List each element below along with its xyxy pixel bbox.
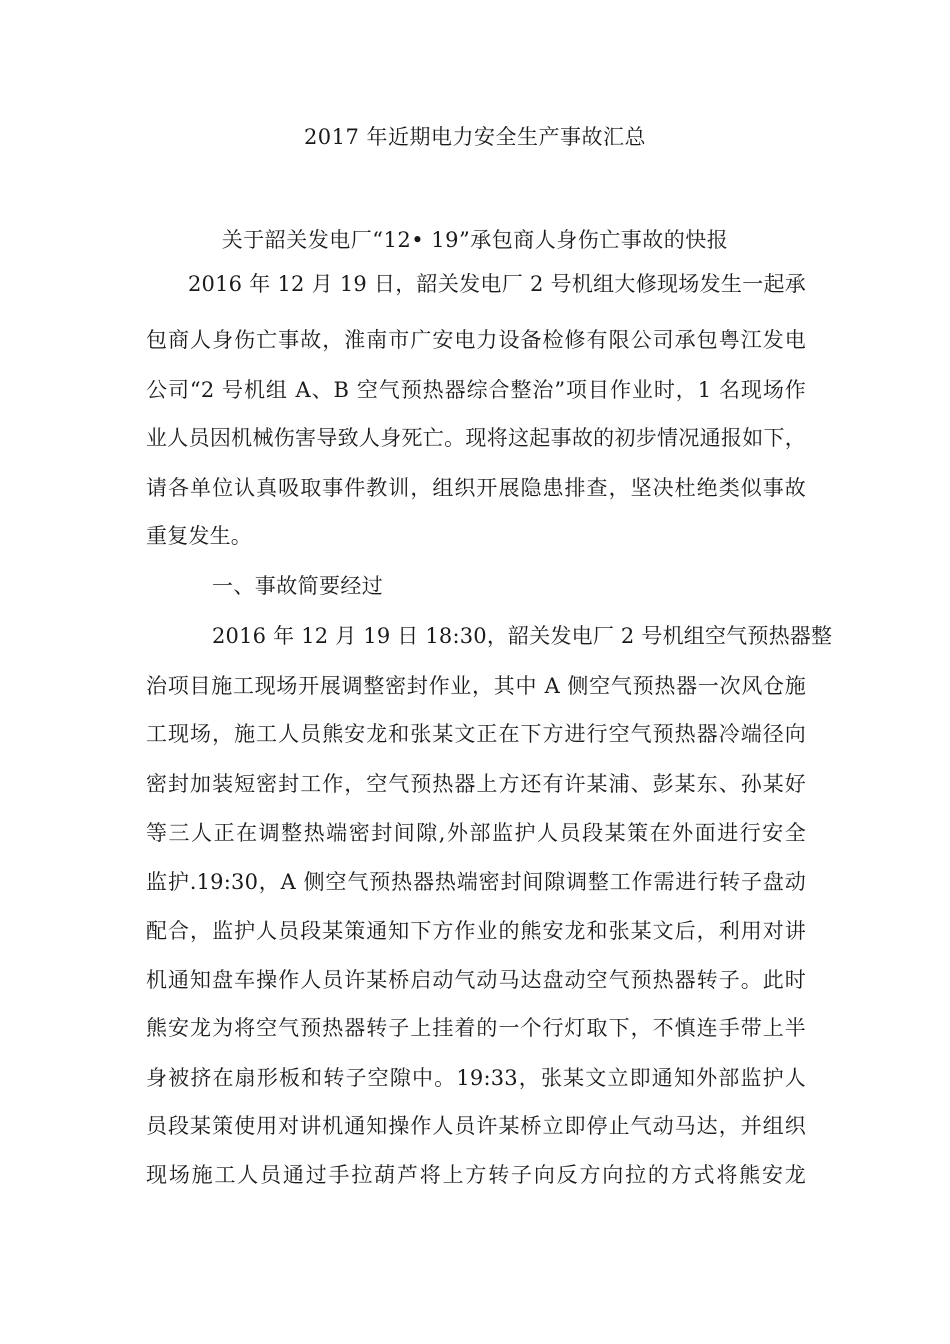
- intro-line: 2016 年 12 月 19 日，韶关发电厂 2 号机组大修现场发生一起承: [188, 272, 806, 296]
- intro-line: 业人员因机械伤害导致人身死亡。现将这起事故的初步情况通报如下，: [146, 426, 806, 450]
- section-line: 等三人正在调整热端密封间隙,外部监护人员段某策在外面进行安全: [146, 821, 806, 845]
- section-line: 身被挤在扇形板和转子空隙中。19:33，张某文立即通知外部监护人: [146, 1066, 806, 1090]
- section-line: 现场施工人员通过手拉葫芦将上方转子向反方向拉的方式将熊安龙: [146, 1163, 806, 1187]
- section-line: 员段某策使用对讲机通知操作人员许某桥立即停止气动马达，并组织: [146, 1114, 806, 1138]
- section-line: 机通知盘车操作人员许某桥启动气动马达盘动空气预热器转子。此时: [146, 968, 806, 992]
- section-line: 2016 年 12 月 19 日 18:30，韶关发电厂 2 号机组空气预热器整: [212, 624, 833, 648]
- section-line: 密封加装短密封工作，空气预热器上方还有许某浦、彭某东、孙某好: [146, 772, 806, 796]
- section-line: 工现场，施工人员熊安龙和张某文正在下方进行空气预热器冷端径向: [146, 722, 806, 746]
- section-heading: 一、事故简要经过: [212, 574, 384, 598]
- intro-line: 请各单位认真吸取事件教训，组织开展隐患排查，坚决杜绝类似事故: [146, 476, 806, 500]
- section-line: 监护.19:30，A 侧空气预热器热端密封间隙调整工作需进行转子盘动: [146, 870, 806, 894]
- section-line: 配合，监护人员段某策通知下方作业的熊安龙和张某文后，利用对讲: [146, 919, 806, 943]
- intro-line: 包商人身伤亡事故，淮南市广安电力设备检修有限公司承包粤江发电: [146, 328, 806, 352]
- intro-line: 重复发生。: [146, 524, 252, 548]
- section-line: 熊安龙为将空气预热器转子上挂着的一个行灯取下，不慎连手带上半: [146, 1016, 806, 1040]
- section-line: 治项目施工现场开展调整密封作业，其中 A 侧空气预热器一次风仓施: [146, 674, 806, 698]
- intro-line: 公司“2 号机组 A、B 空气预热器综合整治”项目作业时，1 名现场作: [146, 378, 806, 402]
- report-subtitle: 关于韶关发电厂“12• 19”承包商人身伤亡事故的快报: [221, 228, 729, 252]
- document-title: 2017 年近期电力安全生产事故汇总: [303, 125, 647, 149]
